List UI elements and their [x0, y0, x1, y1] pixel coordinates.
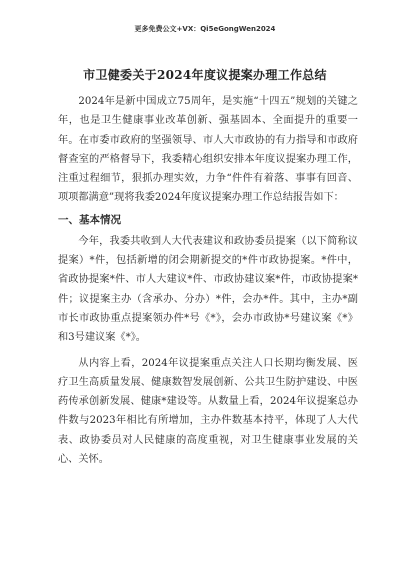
section-heading: 一、基本情况	[58, 213, 121, 226]
intro-paragraph: 2024年是新中国成立75周年，是实施“十四五”规划的关键之年，也是卫生健康事业改革创新、强基固本、全面提升的重要一年。在市委市政府的坚强领导、市人大市政协的有力指导和市政府督查室的严格督导下，我委精心组织安排本年度议提案办理工作，注重过程细节，狠抓办理实效，力争“件件有着落、事事有回音、项项都满意”现将我委2024年度议提案办理工作总结报告如下：	[58, 96, 358, 204]
body-paragraph: 从内容上看，2024年议提案重点关注人口长期均衡发展、医疗卫生高质量发展、健康数智发展创新、公共卫生防护建设、中医药传承创新发展、健康*建设等。从数量上看，2024年议提案总办件数与2023年相比有所增加，主办件数基本持平，体现了人大代表、政协委员对人民健康的高度重视，对卫生健康事业发展的关心、关怀。	[58, 357, 358, 466]
body-paragraph: 今年，我委共收到人大代表建议和政协委员提案（以下简称议提案）*件，包括新增的闭会期新提交的*件市政协提案。*件中，省政协提案*件、市人大建议*件、市政协建议案*件，市政协提案*件；议提案主办（含承办、分办）*件，会办*件。其中，主办*副市长市政协重点提案领办件*号《*》，会办市政协*号建议案《*》和3号建议案《*》。	[58, 235, 358, 344]
document-title: 市卫健委关于2024年度议提案办理工作总结	[83, 68, 327, 82]
document-body	[58, 92, 358, 469]
page-header: 更多免费公文+VX：Qi5eGongWen2024	[134, 25, 276, 33]
